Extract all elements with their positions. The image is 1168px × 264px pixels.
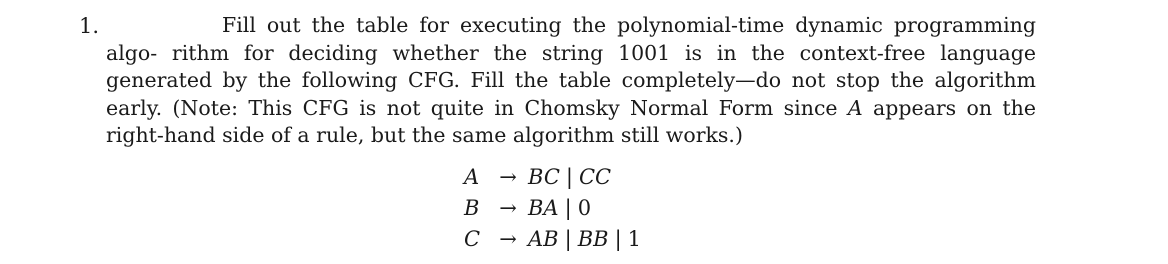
rule-arrow: → bbox=[499, 227, 517, 251]
rule-arrow: → bbox=[499, 165, 517, 189]
problem-number: 1. bbox=[79, 14, 100, 38]
rule-alternative: BB bbox=[577, 227, 609, 251]
grammar-rule bbox=[464, 193, 641, 224]
rule-separator: | bbox=[564, 196, 572, 220]
rule-rhs bbox=[528, 193, 591, 224]
problem-text-part-2: appears on the right-hand side of a rule, but the same algorithm still works.) bbox=[106, 95, 1036, 147]
rule-lhs: C bbox=[464, 227, 481, 251]
rule-alternative: BA bbox=[528, 196, 559, 220]
cfg-grammar bbox=[464, 162, 641, 255]
rule-rhs bbox=[528, 162, 611, 193]
rule-alternative: 0 bbox=[577, 196, 592, 220]
problem-text-part-1: Fill out the table for executing the polynomial-time dynamic programming algo- rithm for deciding whether the string 1001 is in the context-free language generated by the following CFG. Fill the table completely—do not stop the algorithm early. (Note: This CFG is not quite in Chomsky Normal Form since bbox=[106, 13, 1036, 120]
grammar-rule bbox=[464, 224, 641, 255]
rule-alternative: 1 bbox=[627, 227, 642, 251]
rule-lhs: A bbox=[464, 165, 480, 189]
rule-lhs: B bbox=[464, 196, 480, 220]
rule-separator: | bbox=[565, 165, 573, 189]
rule-arrow: → bbox=[499, 196, 517, 220]
rule-separator: | bbox=[564, 227, 572, 251]
problem-statement bbox=[106, 12, 1036, 150]
rule-separator: | bbox=[614, 227, 622, 251]
variable-a: A bbox=[847, 95, 863, 120]
grammar-rule bbox=[464, 162, 641, 193]
rule-alternative: BC bbox=[528, 165, 560, 189]
rule-rhs bbox=[528, 224, 641, 255]
rule-alternative: AB bbox=[528, 227, 559, 251]
rule-alternative: CC bbox=[578, 165, 612, 189]
